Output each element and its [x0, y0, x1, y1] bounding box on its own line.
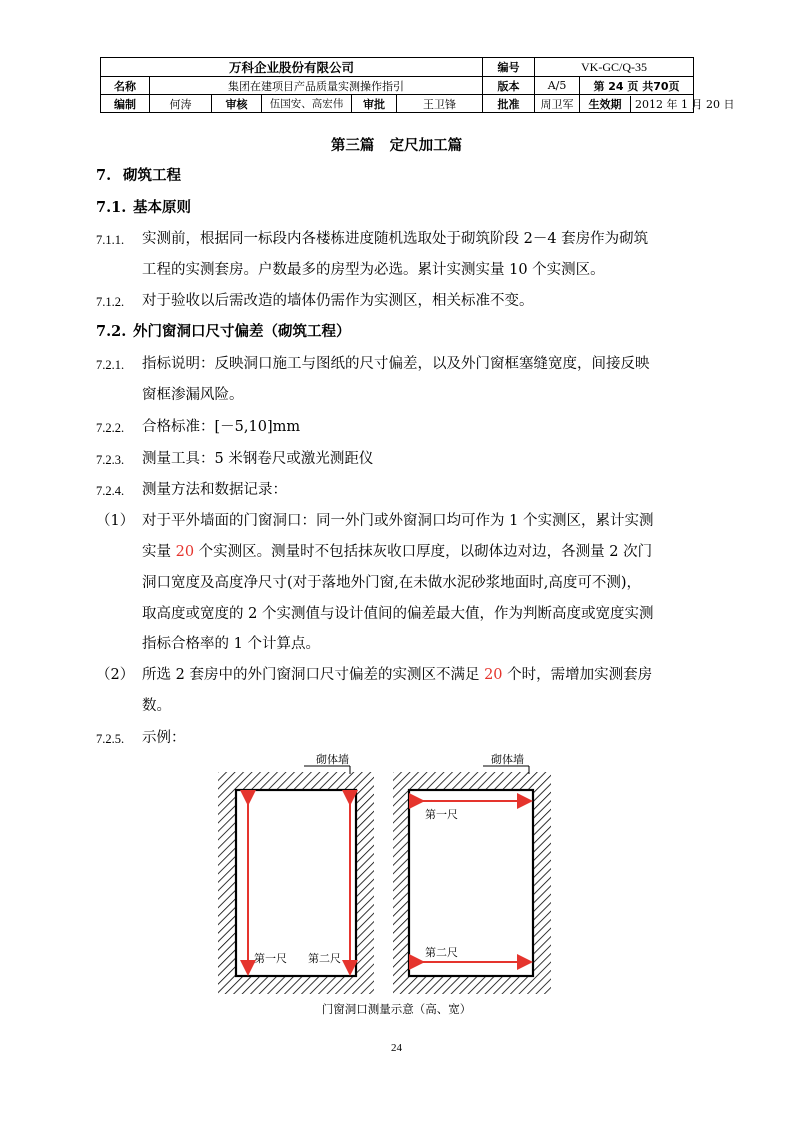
company-name: 万科企业股份有限公司 [101, 58, 483, 77]
list-item-line: 对于平外墙面的门窗洞口：同一外门或外窗洞口均可作为 1 个实测区，累计实测 [142, 513, 654, 529]
highlighted-count: 20 [484, 667, 503, 683]
list-item-number: （1） [96, 513, 135, 529]
list-item-line: 洞口宽度及高度净尺寸(对于落地外门窗,在未做水泥砂浆地面时,高度可不测)， [142, 575, 642, 591]
wall-label: 砌体墙 [316, 753, 349, 766]
check-value: 王卫锋 [397, 95, 483, 113]
paragraph-number: 7.2.5. [96, 732, 125, 746]
paragraph-number: 7.1.1. [96, 233, 125, 247]
section-title: 基本原则 [133, 199, 191, 216]
reviewer-label: 审核 [212, 95, 262, 113]
list-item-line: 实量 20 个实测区。测量时不包括抹灰收口厚度，以砌体边对边，各测量 2 次门 [142, 544, 653, 560]
paragraph-line: 指标说明：反映洞口施工与图纸的尺寸偏差，以及外门窗框塞缝宽度，间接反映 [142, 356, 650, 372]
paragraph-number: 7.2.2. [96, 421, 125, 435]
list-item-line: 数。 [142, 698, 171, 714]
list-item-number: （2） [96, 667, 135, 683]
check-label: 审批 [352, 95, 397, 113]
paragraph-number: 7.1.2. [96, 295, 125, 309]
figure-caption: 门窗洞口测量示意（高、宽） [321, 1002, 472, 1016]
approve-value: 周卫军 [535, 95, 580, 113]
paragraph-line: 测量方法和数据记录： [142, 482, 287, 498]
opening-height-diagram [216, 748, 376, 996]
approve-label: 批准 [483, 95, 535, 113]
author-label: 编制 [101, 95, 150, 113]
opening [236, 790, 356, 976]
section-title: 砌筑工程 [123, 167, 181, 184]
paragraph-number: 7.2.4. [96, 484, 125, 498]
highlighted-count: 20 [175, 544, 195, 560]
paragraph-line: 示例： [142, 730, 186, 746]
paragraph-number: 7.2.1. [96, 358, 125, 372]
paragraph-line: 测量工具：5 米钢卷尺或激光测距仪 [142, 451, 374, 467]
effective-value: 2012 年 1 月 20 日 [635, 97, 735, 111]
paragraph-number: 7.2.3. [96, 453, 125, 467]
section-title: 外门窗洞口尺寸偏差（砌筑工程） [133, 323, 351, 340]
wall-label: 砌体墙 [491, 753, 524, 766]
code-value: VK-GC/Q-35 [535, 58, 694, 77]
second-measure-label: 第二尺 [425, 946, 458, 959]
effective-cell [580, 95, 735, 113]
section-number: 7. [96, 167, 112, 184]
section-7-1-heading [96, 198, 191, 218]
opening-width-diagram [391, 748, 553, 996]
section-number: 7.2. [96, 323, 127, 340]
list-item-line: 指标合格率的 1 个计算点。 [142, 636, 320, 652]
version-label: 版本 [483, 77, 535, 95]
list-item-line: 所选 2 套房中的外门窗洞口尺寸偏差的实测区不满足 20 个时，需增加实测套房 [142, 667, 653, 683]
paragraph-line: 合格标准：[－5,10]mm [142, 419, 301, 435]
paragraph-line: 工程的实测套房。户数最多的房型为必选。累计实测实量 10 个实测区。 [142, 262, 605, 278]
version-value: A/5 [535, 77, 580, 95]
section-7-heading [96, 166, 181, 186]
paragraph-line: 实测前，根据同一标段内各楼栋进度随机选取处于砌筑阶段 2－4 套房作为砌筑 [142, 231, 649, 247]
name-label: 名称 [101, 77, 150, 95]
code-label: 编号 [483, 58, 535, 77]
document-header-table [100, 57, 735, 113]
part-title: 第三篇 定尺加工篇 [330, 137, 463, 154]
list-item-line: 取高度或宽度的 2 个实测值与设计值间的偏差最大值，作为判断高度或宽度实测 [142, 606, 654, 622]
reviewer-value: 伍国安、高宏伟 [262, 95, 352, 113]
name-value: 集团在建项目产品质量实测操作指引 [150, 77, 483, 95]
effective-label: 生效期 [580, 96, 631, 112]
page-info: 第 24 页 共70页 [580, 77, 694, 95]
page-number: 24 [391, 1042, 402, 1054]
section-7-2-heading [96, 322, 351, 342]
paragraph-line: 对于验收以后需改造的墙体仍需作为实测区，相关标准不变。 [142, 293, 534, 309]
section-number: 7.1. [96, 199, 127, 216]
first-measure-label: 第一尺 [254, 952, 287, 965]
paragraph-line: 窗框渗漏风险。 [142, 387, 244, 403]
author-value: 何涛 [150, 95, 212, 113]
first-measure-label: 第一尺 [425, 808, 458, 821]
second-measure-label: 第二尺 [308, 952, 341, 965]
